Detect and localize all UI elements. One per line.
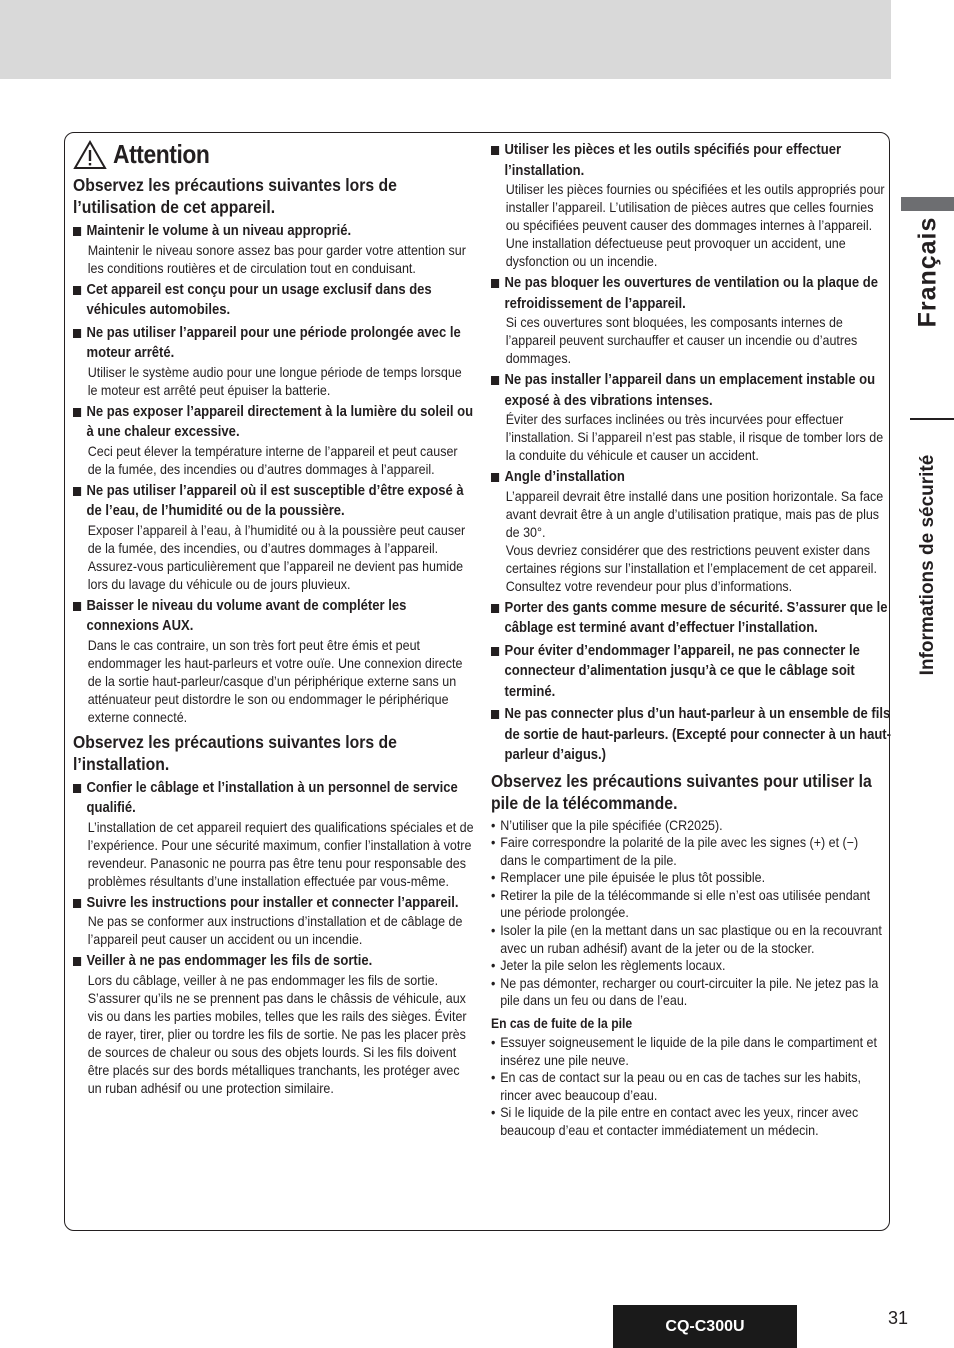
list-item: [491, 273, 885, 368]
item-body-continued: Vous devriez considérer que des restrictions peuvent exister dans certaines régions sur l’installation et l’emplacement de cet appareil. Consultez votre revendeur pour plus d’informations.: [505, 542, 877, 594]
checkbox-bullet-icon: [491, 376, 499, 385]
item-body: Utiliser le système audio pour une longue période de temps lorsque le moteur est arrêté peut épuiser la batterie.: [87, 364, 462, 398]
item-body: Si ces ouvertures sont bloquées, les composants internes de l’appareil peuvent surchauffer et causer un incendie ou d’autres dommages.: [505, 315, 858, 366]
leak-bullet-list: [491, 1034, 885, 1140]
checkbox-bullet-icon: [73, 227, 81, 236]
item-title: Baisser le niveau du volume avant de compléter les connexions AUX.: [73, 596, 482, 637]
list-item: [73, 402, 474, 479]
checkbox-bullet-icon: [73, 784, 81, 793]
item-body: L’installation de cet appareil requiert des qualifications spéciales et de l’expérience. Pour une sécurité maximum, confier l’installation à votre revendeur. Panasonic ne pourra pas être tenu pour responsable des problèmes résultants d’une installation effectuée par vous-même.: [87, 819, 474, 889]
item-title: Pour éviter d’endommager l’appareil, ne pas connecter le connecteur d’alimentation jusqu’à ce que le câblage soit terminé.: [491, 641, 898, 703]
model-badge: CQ-C300U: [613, 1305, 797, 1348]
item-body: Lors du câblage, veiller à ne pas endommager les fils de sortie. S’assurer qu’ils ne se prennent pas dans le châssis de véhicule, aux vis ou dans les parties mobiles, telles que les rails des sièges. Éviter de rayer, tirer, plier ou tordre les fils de sortie. Ne pas les placer près de sources de chaleur ou sous des objets lourds. Si les fils doivent être placés sur des bords métalliques tranchants, les protéger avec un ruban adhésif ou une protection similaire.: [87, 972, 467, 1096]
checkbox-bullet-icon: [73, 408, 81, 417]
item-body: Dans le cas contraire, un son très fort peut être émis et peut endommager les haut-parleurs et votre ouïe. Une connexion directe de la sortie haut-parleur/casque d’un périphérique externe sans un atténuateur peut distordre le son ou endommager le périphérique externe connecté.: [87, 637, 463, 725]
item-title: Porter des gants comme mesure de sécurité. S’assurer que le câblage est terminé avant d’effectuer l’installation.: [491, 598, 898, 639]
checkbox-bullet-icon: [73, 487, 81, 496]
warning-triangle-icon: [73, 140, 107, 170]
item-title: Ne pas utiliser l’appareil où il est susceptible d’être exposé à de l’eau, de l’humidité ou de la poussière.: [73, 481, 482, 522]
bullet-item: • Essuyer soigneusement le liquide de la pile dans le compartiment et insérez une pile neuve.: [491, 1034, 884, 1069]
bullet-item: • Jeter la pile selon les règlements locaux.: [491, 957, 884, 975]
leak-subheading: En cas de fuite de la pile: [491, 1016, 633, 1032]
bullet-item: • Retirer la pile de la télécommande si elle n’est oas utilisée pendant une période prolongée.: [491, 887, 884, 922]
side-tab-bar: [901, 197, 954, 211]
list-item: [491, 140, 885, 271]
bullet-item: • Faire correspondre la polarité de la pile avec les signes (+) et (−) dans le compartiment de la pile.: [491, 834, 884, 869]
list-item: [73, 221, 469, 278]
checkbox-bullet-icon: [73, 602, 81, 611]
item-title: Ne pas connecter plus d’un haut-parleur à un ensemble de fils de sortie de haut-parleurs. (Excepté pour connecter à un haut-parleur d’aigus.): [491, 704, 898, 766]
item-title: Veiller à ne pas endommager les fils de sortie.: [73, 951, 482, 972]
list-item: [73, 323, 469, 400]
list-item: [73, 596, 469, 727]
checkbox-bullet-icon: [73, 329, 81, 338]
item-title: Ne pas bloquer les ouvertures de ventilation ou la plaque de refroidissement de l’appareil.: [491, 273, 898, 314]
list-item: [73, 778, 474, 891]
checkbox-bullet-icon: [491, 710, 499, 719]
checkbox-bullet-icon: [73, 899, 81, 908]
section-heading-installation: Observez les précautions suivantes lors de l’installation.: [73, 731, 397, 774]
item-body: Ne pas se conformer aux instructions d’installation et de câblage de l’appareil peut causer un accident ou un incendie.: [87, 914, 463, 947]
bullet-item: • Isoler la pile (en la mettant dans un sac plastique ou en la recouvrant avec un ruban adhésif) avant de la jeter ou de la stocker.: [491, 922, 884, 957]
section-heading-usage: Observez les précautions suivantes lors de l’utilisation de cet appareil.: [73, 175, 397, 217]
item-body: Maintenir le niveau sonore assez bas pour garder votre attention sur les conditions routières et de circulation tout en conduisant.: [87, 242, 466, 276]
right-column: [491, 133, 892, 1140]
checkbox-bullet-icon: [491, 279, 499, 288]
side-divider: [910, 418, 954, 420]
item-body: L’appareil devrait être installé dans une position horizontale. Sa face avant devrait être à un angle d’utilisation pratique, mais pas de plus de 30°.: [505, 488, 884, 540]
item-title: Angle d’installation: [491, 467, 898, 488]
side-language-label: Français: [913, 216, 942, 328]
attention-title-row: [73, 139, 469, 170]
item-body: Éviter des surfaces inclinées ou très incurvées pour effectuer l’installation. Si l’appareil n’est pas stable, il risque de tomber lors de la conduite du véhicule et causer un accident.: [505, 412, 884, 463]
page-number: 31: [888, 1308, 909, 1328]
list-item: [491, 467, 885, 596]
item-title: Ne pas utiliser l’appareil pour une période prolongée avec le moteur arrêté.: [73, 323, 482, 364]
list-item: [73, 951, 469, 1098]
checkbox-bullet-icon: [491, 604, 499, 613]
side-section-label: Informations de sécurité: [917, 454, 938, 675]
checkbox-bullet-icon: [73, 957, 81, 966]
list-item: [491, 641, 885, 703]
list-item: [73, 893, 469, 950]
left-column: [73, 133, 474, 1098]
bullet-item: • En cas de contact sur la peau ou en cas de taches sur les habits, rincer avec beaucoup d’eau.: [491, 1069, 884, 1104]
item-title: Suivre les instructions pour installer et connecter l’appareil.: [73, 893, 482, 914]
item-title: Utiliser les pièces et les outils spécifiés pour effectuer l’installation.: [491, 140, 898, 181]
header-band: [0, 0, 891, 79]
list-item: [491, 598, 888, 639]
item-title: Cet appareil est conçu pour un usage exclusif dans des véhicules automobiles.: [73, 280, 482, 321]
battery-bullet-list: [491, 817, 885, 1011]
attention-box: [64, 132, 890, 1231]
item-body: Utiliser les pièces fournies ou spécifiées et les outils appropriés pour installer l’appareil. L’utilisation de pièces autres que celles fournies ou spécifiées peuvent causer des dommages internes à l’appareil. Une installation défectueuse peut provoquer un accident, une dysfonction ou un incendie.: [505, 182, 885, 269]
item-title: Maintenir le volume à un niveau approprié.: [73, 221, 482, 242]
item-title: Confier le câblage et l’installation à un personnel de service qualifié.: [73, 778, 482, 819]
bullet-item: • Si le liquide de la pile entre en contact avec les yeux, rincer avec beaucoup d’eau et contacter immédiatement un médecin.: [491, 1104, 884, 1139]
list-item: [73, 481, 469, 594]
section-heading-battery: Observez les précautions suivantes pour utiliser la pile de la télécommande.: [491, 770, 872, 813]
bullet-item: • Remplacer une pile épuisée le plus tôt possible.: [491, 869, 884, 887]
bullet-item: • Ne pas démonter, recharger ou court-circuiter la pile. Ne jetez pas la pile dans un feu ou dans de l’eau.: [491, 975, 884, 1010]
bullet-item: • N’utiliser que la pile spécifiée (CR2025).: [491, 817, 884, 835]
list-item: [491, 704, 892, 766]
list-item: [491, 370, 885, 465]
item-body: Exposer l’appareil à l’eau, à l’humidité ou à la poussière peut causer de la fumée, des incendies, ou d’autres dommages à l’appareil. Assurez-vous particulièrement que l’appareil ne devient pas humide lors du lavage du véhicule ou de jours pluvieux.: [87, 522, 466, 592]
item-title: Ne pas installer l’appareil dans un emplacement instable ou exposé à des vibrations intenses.: [491, 370, 898, 411]
checkbox-bullet-icon: [491, 647, 499, 656]
list-item: [73, 280, 469, 321]
checkbox-bullet-icon: [491, 473, 499, 482]
item-body: Ceci peut élever la température interne de l’appareil et peut causer de la fumée, des incendies ou d’autres dommages à l’appareil.: [87, 443, 458, 477]
checkbox-bullet-icon: [491, 146, 499, 155]
checkbox-bullet-icon: [73, 286, 81, 295]
item-title: Ne pas exposer l’appareil directement à la lumière du soleil ou à une chaleur excessive.: [73, 402, 482, 443]
page-title: Attention: [113, 139, 210, 169]
